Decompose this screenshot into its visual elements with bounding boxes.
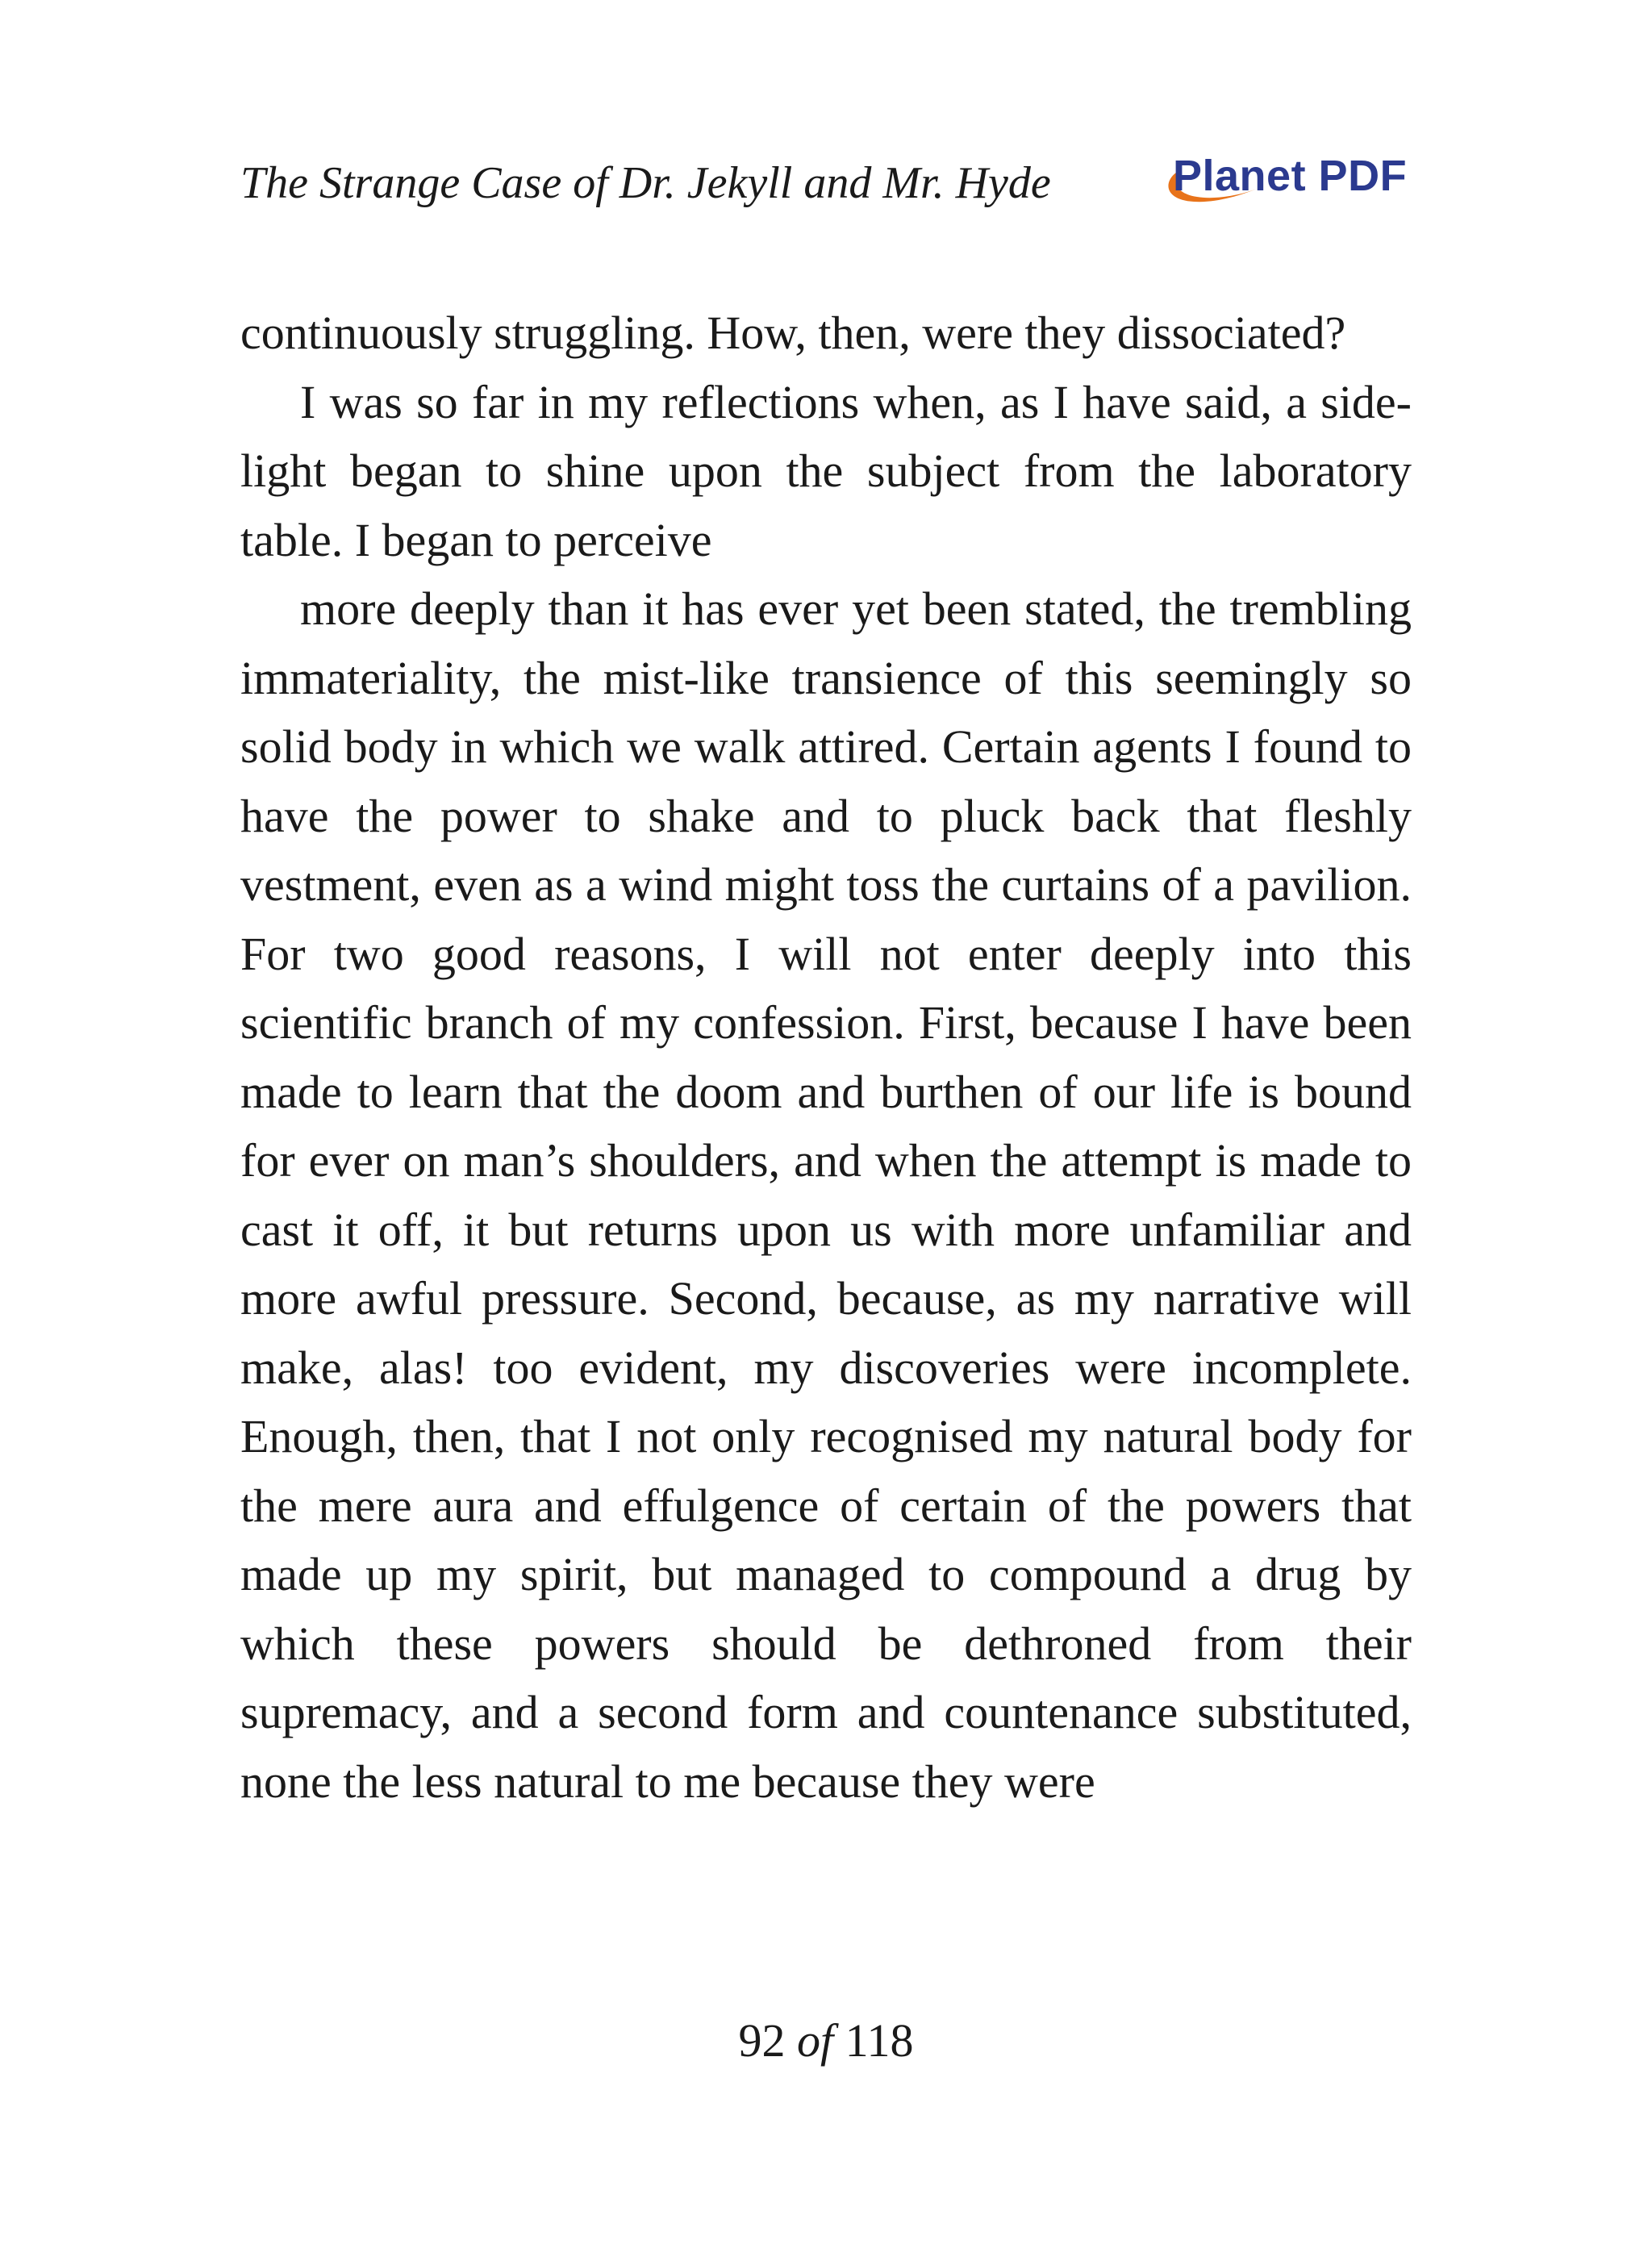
logo-text: Planet PDF	[1173, 152, 1408, 200]
page-separator: of	[797, 2014, 834, 2067]
planet-pdf-logo	[1162, 144, 1412, 216]
chapter-body	[240, 298, 1412, 1816]
book-title: The Strange Case of Dr. Jekyll and Mr. Hyde	[240, 158, 1051, 208]
paragraph-1: continuously struggling. How, then, were they dissociated?	[240, 307, 1346, 359]
paragraph-2: I was so far in my reflections when, as I have said, a side-light began to shine upon the subject from the laboratory table. I began to perceive	[240, 375, 1412, 566]
page-header	[240, 144, 1412, 216]
paragraph-3: more deeply than it has ever yet been stated, the trembling immateriality, the mist-like transience of this seemingly so solid body in which we walk attired. Certain agents I found to have the power to shake and to pluck back that fleshly vestment, even as a wind might toss the curtains of a pavilion. For two good reasons, I will not enter deeply into this scientific branch of my confession. First, because I have been made to learn that the doom and burthen of our life is bound for ever on man’s shoulders, and when the attempt is made to cast it off, it but returns upon us with more unfamiliar and more awful pressure. Second, because, as my narrative will make, alas! too evident, my discoveries were incomplete. Enough, then, that I not only recognised my natural body for the mere aura and effulgence of certain of the powers that made up my spirit, but managed to compound a drug by which these powers should be dethroned from their supremacy, and a second form and countenance substituted, none the less natural to me because they were	[240, 582, 1412, 1808]
page-footer	[0, 2013, 1652, 2069]
total-pages: 118	[845, 2014, 914, 2067]
current-page-number: 92	[738, 2014, 786, 2067]
